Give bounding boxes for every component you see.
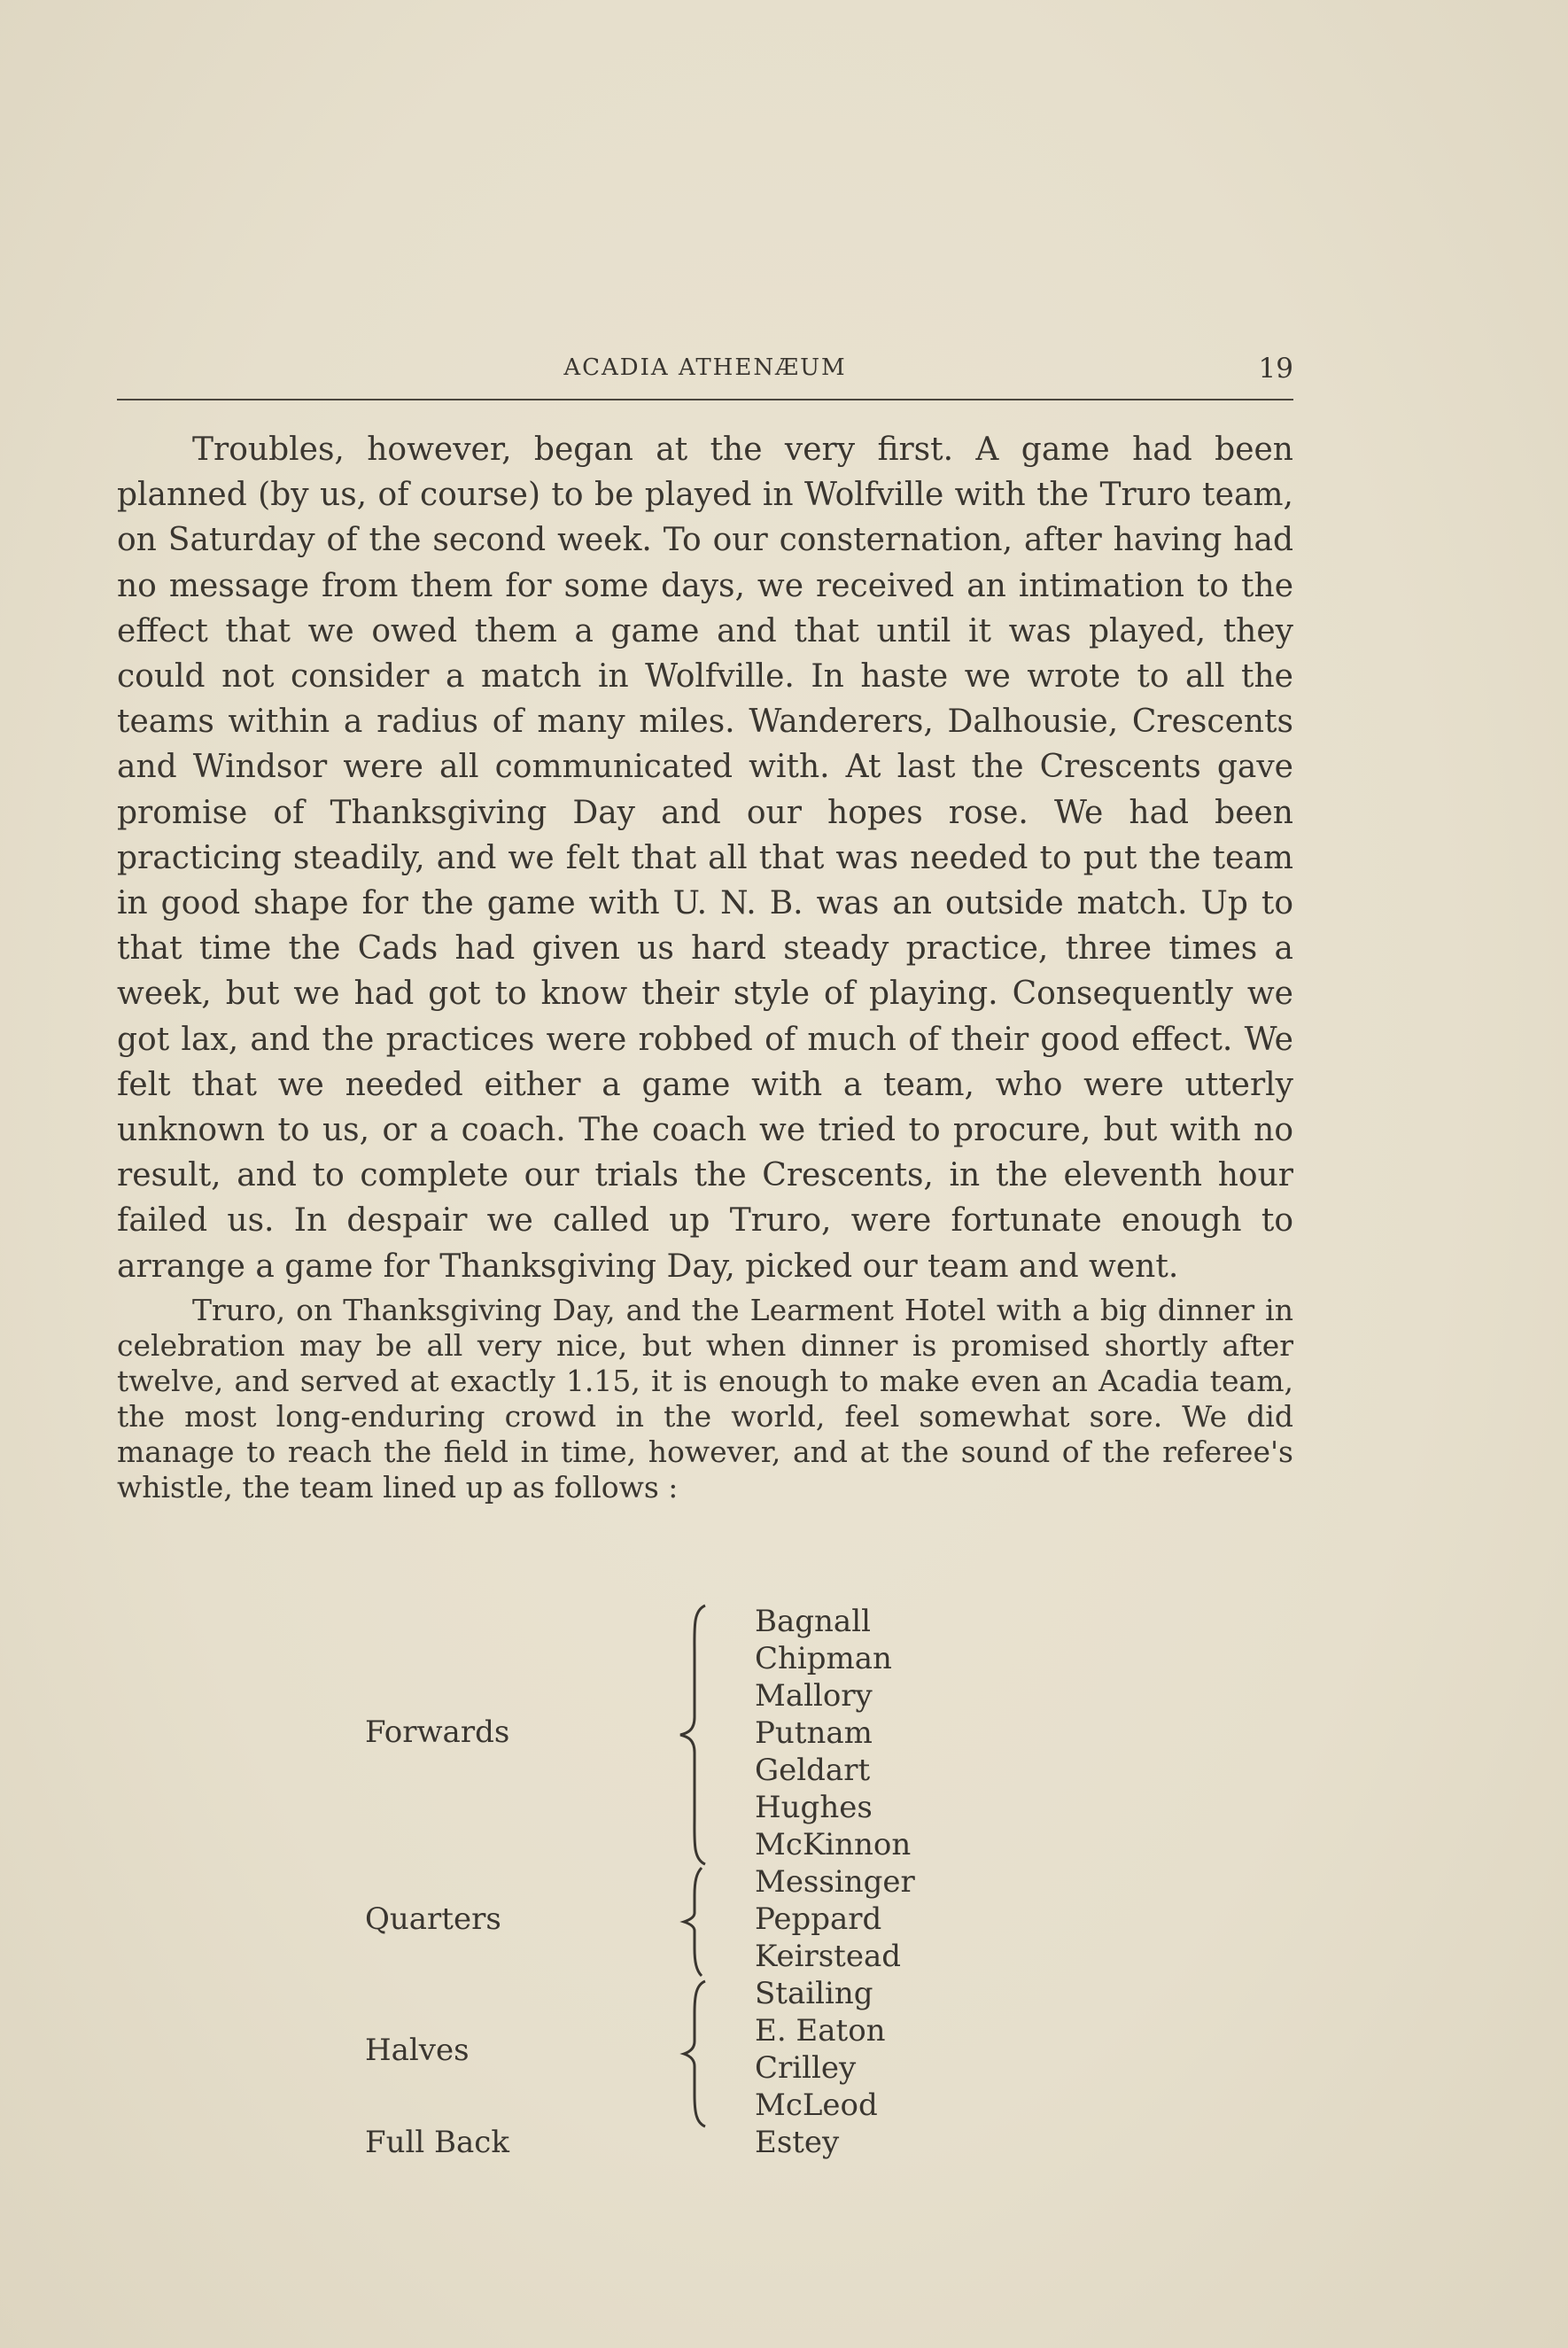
player-geldart: Geldart [755, 1753, 871, 1788]
player-hughes: Hughes [755, 1790, 873, 1825]
paragraph-2: Truro, on Thanksgiving Day, and the Learment Hotel with a big dinner in celebration may be all very nice, but when dinner is promised shortly after twelve, and served at exactly 1.15, it is enough to make even an Acadia team, the most long-enduring crowd in the world, feel somewhat sore. We did manage to reach the field in time, however, and at the sound of the referee's whistle, the team lined up as follows : [117, 1292, 1293, 1504]
player-messinger: Messinger [755, 1864, 915, 1900]
player-mallory: Mallory [755, 1678, 873, 1714]
lineup-label-forwards: Forwards [365, 1714, 510, 1750]
player-crilley: Crilley [755, 2050, 857, 2086]
paragraph-1: Troubles, however, began at the very first. A game had been planned (by us, of course) to be played in Wolfville with the Truro team, on Saturday of the second week. To our consternation, after having had no message from them for some days, we received an intimation to the effect that we owed them a game and that until it was played, they could not consider a match in Wolfville. In haste we wrote to all the teams within a radius of many miles. Wanderers, Dalhousie, Crescents and Windsor were all communicated with. At last the Crescents gave promise of Thanksgiving Day and our hopes rose. We had been practicing steadily, and we felt that all that was needed to put the team in good shape for the game with U. N. B. was an outside match. Up to that time the Cads had given us hard steady practice, three times a week, but we had got to know their style of playing. Consequently we got lax, and the practices were robbed of much of their good effect. We felt that we needed either a game with a team, who were utterly unknown to us, or a coach. The coach we tried to procure, but with no result, and to complete our trials the Crescents, in the eleventh hour failed us. In despair we called up Truro, were fortunate enough to arrange a game for Thanksgiving Day, picked our team and went. [117, 432, 1293, 1285]
player-peppard: Peppard [755, 1901, 882, 1937]
page-number: 19 [1258, 353, 1293, 385]
running-title: ACADIA ATHENÆUM [563, 354, 847, 381]
brace-halves [675, 1978, 710, 2130]
lineup-label-fullback: Full Back [365, 2125, 509, 2160]
player-mcleod: McLeod [755, 2088, 878, 2123]
player-e-eaton: E. Eaton [755, 2013, 886, 2049]
player-chipman: Chipman [755, 1641, 892, 1676]
player-keirstead: Keirstead [755, 1939, 902, 1974]
player-putnam: Putnam [755, 1715, 873, 1751]
player-bagnall: Bagnall [755, 1604, 871, 1639]
player-mckinnon: McKinnon [755, 1827, 912, 1862]
player-stailing: Stailing [755, 1976, 873, 2011]
player-estey: Estey [755, 2125, 840, 2160]
brace-forwards [675, 1602, 710, 1868]
lineup-label-quarters: Quarters [365, 1901, 501, 1937]
brace-quarters [675, 1864, 710, 1979]
lineup-label-halves: Halves [365, 2033, 470, 2068]
